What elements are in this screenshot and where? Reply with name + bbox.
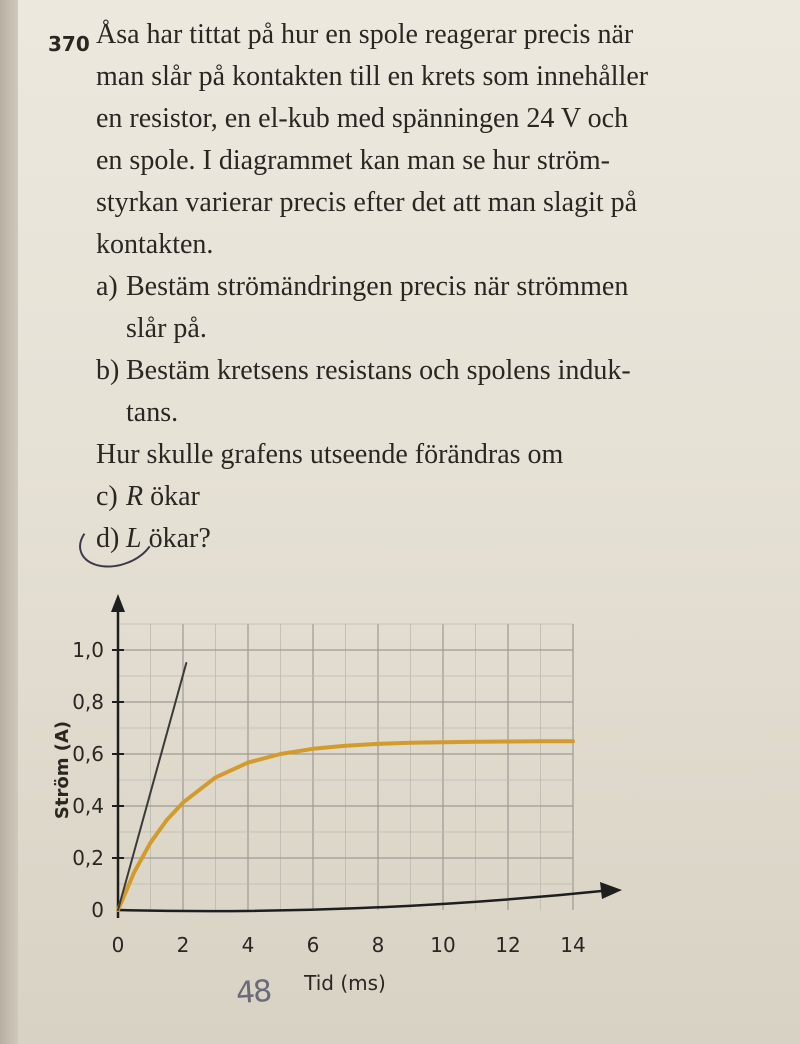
question-b-text-1: Bestäm kretsens resistans och spolens induk- xyxy=(126,355,631,386)
question-b-text-2: tans. xyxy=(126,397,179,428)
x-tick-label: 6 xyxy=(306,933,320,957)
x-tick-label: 12 xyxy=(495,933,521,957)
y-axis-label: Ström (A) xyxy=(52,720,73,820)
question-d-symbol: L xyxy=(126,523,142,554)
chart-axes xyxy=(111,594,622,918)
intro-cd: Hur skulle grafens utseende förändras om xyxy=(96,439,564,470)
tangent-line xyxy=(118,663,186,910)
question-a-text-2: slår på. xyxy=(126,313,207,344)
y-tick-label: 0 xyxy=(91,898,104,922)
y-tick-label: 0,6 xyxy=(72,742,104,766)
question-d-label: d) xyxy=(96,523,120,554)
question-a-text-1: Bestäm strömändringen precis när strömmen xyxy=(126,271,629,302)
question-c-symbol: R xyxy=(126,481,144,512)
question-c-text: ökar xyxy=(143,481,200,512)
problem-number: 370 xyxy=(48,32,90,56)
x-axis-line xyxy=(118,890,612,911)
x-axis-arrow xyxy=(600,882,622,899)
y-tick-label: 0,2 xyxy=(72,846,104,870)
question-c-label: c) xyxy=(96,481,118,512)
problem-line-1: Åsa har tittat på hur en spole reagerar precis när xyxy=(96,19,634,50)
x-tick-label: 2 xyxy=(176,933,190,957)
x-axis-label: Tid (ms) xyxy=(304,971,386,995)
problem-line-6: kontakten. xyxy=(96,229,214,260)
question-d-text: ökar? xyxy=(141,523,211,554)
x-tick-label: 0 xyxy=(111,933,125,957)
x-tick-label: 14 xyxy=(560,933,586,957)
problem-line-4: en spole. I diagrammet kan man se hur ström- xyxy=(96,145,610,176)
question-b-label: b) xyxy=(96,355,120,386)
y-tick-label: 0,8 xyxy=(72,690,104,714)
y-axis-arrow xyxy=(111,594,125,612)
problem-line-5: styrkan varierar precis efter det att man slagit på xyxy=(96,187,638,218)
problem-line-3: en resistor, en el-kub med spänningen 24 V och xyxy=(96,103,629,134)
x-tick-label: 10 xyxy=(430,933,456,957)
x-tick-label: 8 xyxy=(371,933,385,957)
x-tick-label: 4 xyxy=(241,933,255,957)
handwritten-page-note: 48 xyxy=(234,973,272,1012)
question-a-label: a) xyxy=(96,271,118,302)
problem-line-2: man slår på kontakten till en krets som innehåller xyxy=(96,61,649,92)
y-tick-label: 1,0 xyxy=(72,638,104,662)
y-tick-label: 0,4 xyxy=(72,794,104,818)
